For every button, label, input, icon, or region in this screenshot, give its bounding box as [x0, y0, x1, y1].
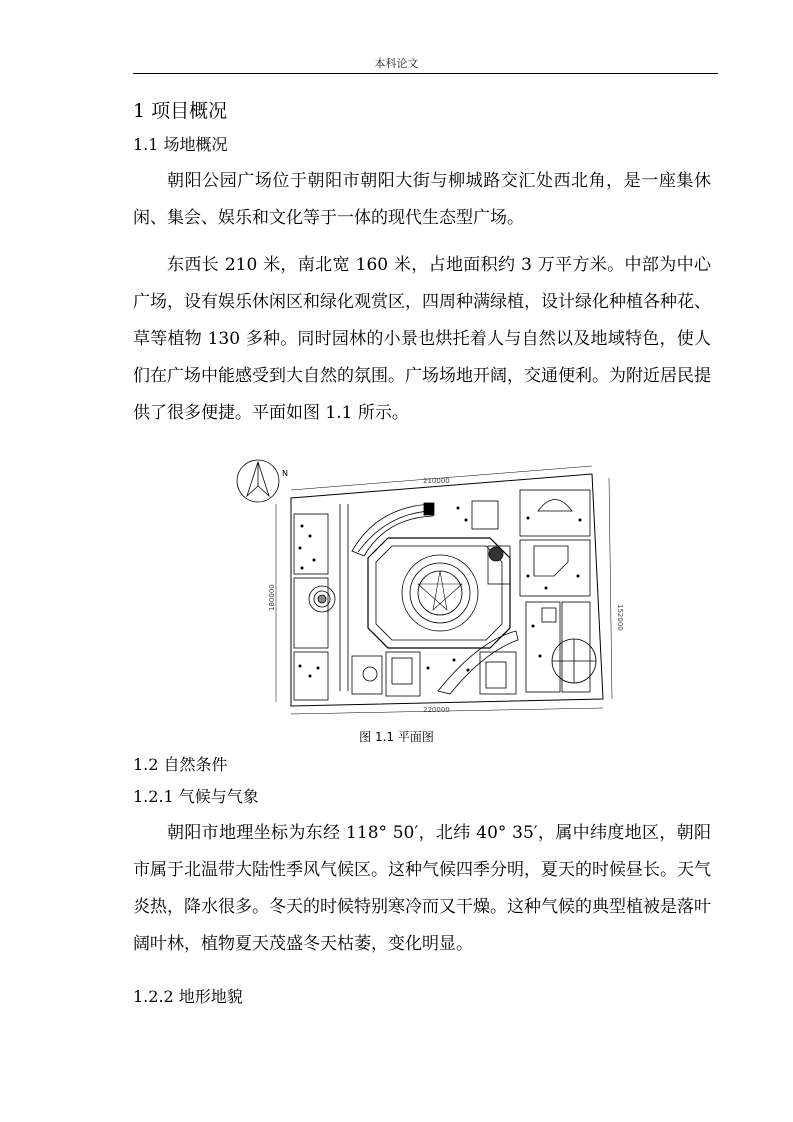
heading-section-1-1: 1.1 场地概况	[133, 135, 228, 154]
header-rule	[133, 73, 718, 74]
heading-section-1-2-2: 1.2.2 地形地貌	[133, 987, 243, 1006]
north-label: N	[282, 469, 288, 478]
paragraph-site-overview-2: 东西长 210 米，南北宽 160 米，占地面积约 3 万平方米。中部为中心广场，设有娱乐休闲区和绿化观赏区，四周种满绿植，设计绿化种植各种花、草等植物 130 多种。同时园林的小景也烘托着人与自然以及地域特色，使人们在广场中能感受到大自然的氛围。广场场地开阔，交通便利。为附近居民提供了很多便捷。平面如图 1.1 所示。	[133, 255, 711, 423]
dimension-left: 180000	[268, 584, 276, 611]
running-header: 本科论文	[374, 57, 419, 70]
dimension-bottom: 220000	[423, 706, 450, 714]
north-arrow-icon	[237, 460, 279, 502]
heading-section-1: 1 项目概况	[133, 100, 228, 122]
paragraph-climate: 朝阳市地理坐标为东经 118° 50′，北纬 40° 35′，属中纬度地区，朝阳市属于北温带大陆性季风气候区。这种气候四季分明，夏天的时候昼长。天气炎热，降水很多。冬天的时候特别寒冷而又干燥。这种气候的典型植被是落叶阔叶林，植物夏天茂盛冬天枯萎，变化明显。	[133, 823, 711, 954]
figure-caption: 图 1.1 平面图	[359, 730, 434, 744]
heading-section-1-2: 1.2 自然条件	[133, 755, 228, 774]
heading-section-1-2-1: 1.2.1 气候与气象	[133, 787, 259, 806]
dimension-top: 210000	[423, 477, 450, 485]
dimension-right: 152000	[616, 604, 624, 631]
site-plan-figure	[228, 456, 632, 724]
paragraph-site-overview-1: 朝阳公园广场位于朝阳市朝阳大街与柳城路交汇处西北角，是一座集休闲、集会、娱乐和文化等于一体的现代生态型广场。	[133, 171, 711, 228]
